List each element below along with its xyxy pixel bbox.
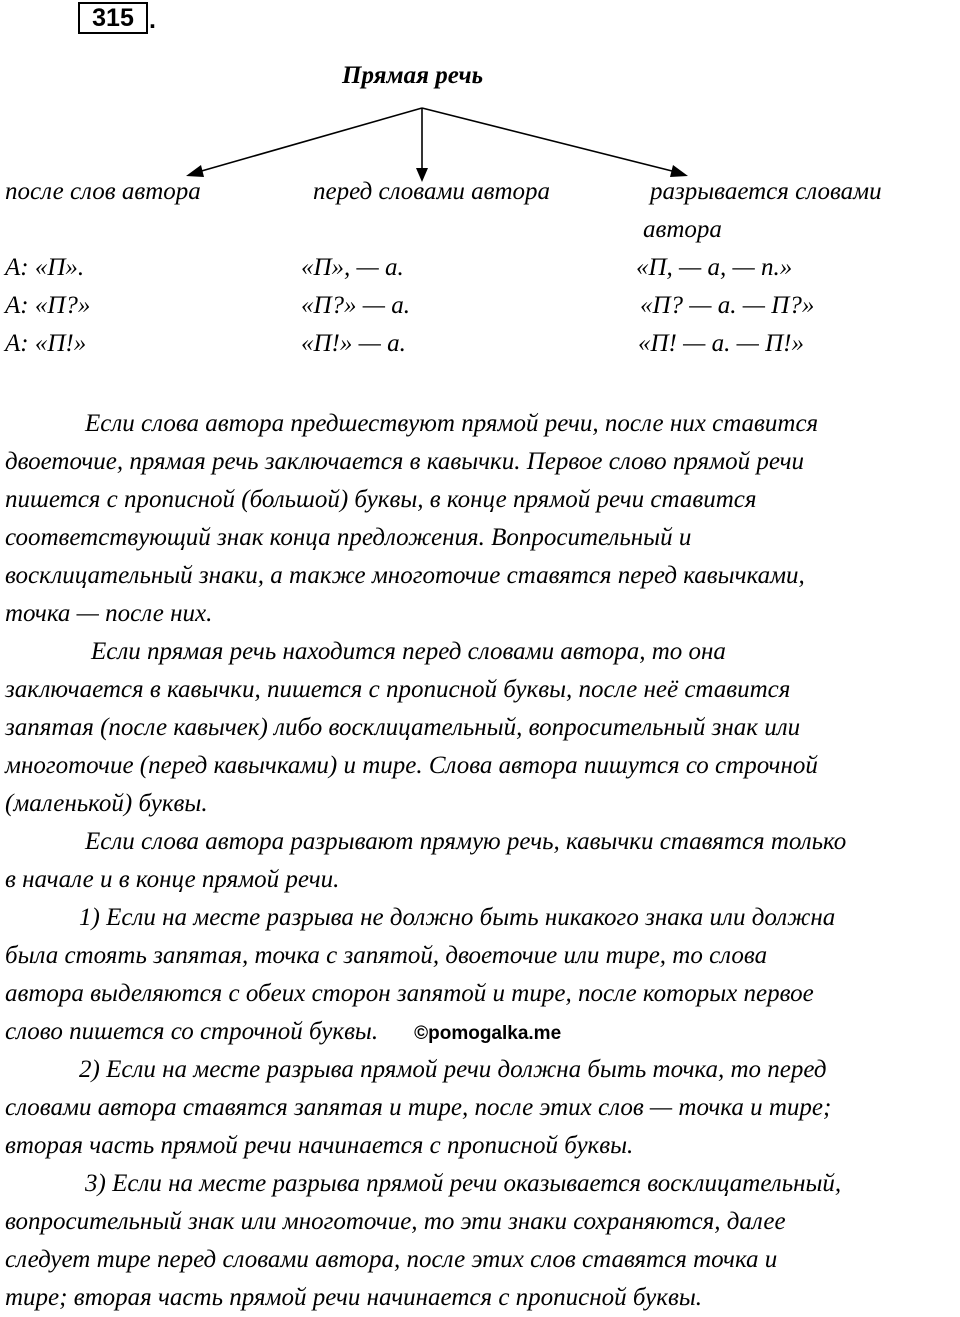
paragraph-line: следует тире перед словами автора, после этих слов ставятся точка и bbox=[5, 1246, 778, 1273]
paragraph-line: 2) Если на месте разрыва прямой речи должна быть точка, то перед bbox=[79, 1056, 827, 1083]
arrow-right bbox=[422, 108, 676, 172]
diagram-title: Прямая речь bbox=[342, 62, 484, 89]
paragraph-line: заключается в кавычки, пишется с прописной буквы, после неё ставится bbox=[5, 676, 791, 703]
watermark: ©pomogalka.me bbox=[414, 1023, 562, 1044]
column-header-split-by-author-line2: автора bbox=[643, 216, 722, 243]
paragraph-line: соответствующий знак конца предложения. Вопросительный и bbox=[5, 524, 692, 551]
scheme-after-author-1: А: «П». bbox=[5, 254, 85, 281]
paragraph-line bbox=[5, 1013, 960, 1051]
paragraph-line: 1) Если на месте разрыва не должно быть никакого знака или должна bbox=[79, 904, 836, 931]
scheme-split-3: «П! — а. — П!» bbox=[638, 330, 804, 357]
paragraph-1 bbox=[5, 405, 960, 633]
scheme-before-author-3: «П!» — а. bbox=[301, 330, 406, 357]
column-header-before-author: перед словами автора bbox=[313, 178, 551, 205]
task-number-dot: . bbox=[149, 6, 156, 34]
paragraph-line: восклицательный знаки, а также многоточие ставятся перед кавычками, bbox=[5, 562, 805, 589]
paragraph-line: словами автора ставятся запятая и тире, после этих слов — точка и тире; bbox=[5, 1094, 832, 1121]
column-header-after-author: после слов автора bbox=[5, 178, 201, 205]
paragraph-line: была стоять запятая, точка с запятой, двоеточие или тире, то слова bbox=[5, 942, 768, 969]
paragraph-3 bbox=[5, 823, 960, 899]
paragraph-line: тире; вторая часть прямой речи начинается с прописной буквы. bbox=[5, 1284, 702, 1311]
paragraph-line: пишется с прописной (большой) буквы, в конце прямой речи ставится bbox=[5, 486, 757, 513]
scheme-before-author-2: «П?» — а. bbox=[301, 292, 411, 319]
arrowhead-left bbox=[186, 165, 204, 177]
paragraph-line: двоеточие, прямая речь заключается в кавычки. Первое слово прямой речи bbox=[5, 448, 805, 475]
paragraph-line-text: слово пишется со строчной буквы. bbox=[5, 1018, 379, 1045]
paragraph-line: запятая (после кавычек) либо восклицательный, вопросительный знак или bbox=[5, 714, 801, 741]
paragraph-line: вторая часть прямой речи начинается с прописной буквы. bbox=[5, 1132, 634, 1159]
arrowhead-right bbox=[670, 165, 688, 177]
diagram-arrows bbox=[0, 0, 960, 200]
scheme-split-2: «П? — а. — П?» bbox=[640, 292, 815, 319]
paragraph-rule-2 bbox=[5, 1051, 960, 1165]
paragraph-line: Если слова автора разрывают прямую речь, кавычки ставятся только bbox=[85, 828, 847, 855]
paragraph-line: (маленькой) буквы. bbox=[5, 790, 208, 817]
paragraph-rule-3 bbox=[5, 1165, 960, 1317]
scheme-before-author-1: «П», — а. bbox=[301, 254, 404, 281]
paragraph-line: вопросительный знак или многоточие, то эти знаки сохраняются, далее bbox=[5, 1208, 786, 1235]
paragraph-line: автора выделяются с обеих сторон запятой и тире, после которых первое bbox=[5, 980, 814, 1007]
paragraph-rule-1 bbox=[5, 899, 960, 1051]
column-header-split-by-author: разрывается словами bbox=[650, 178, 882, 205]
scheme-split-1: «П, — а, — п.» bbox=[636, 254, 793, 281]
paragraph-2 bbox=[5, 633, 960, 823]
arrow-left bbox=[198, 108, 422, 172]
paragraph-line: точка — после них. bbox=[5, 600, 213, 627]
paragraph-line: в начале и в конце прямой речи. bbox=[5, 866, 340, 893]
paragraph-line: 3) Если на месте разрыва прямой речи оказывается восклицательный, bbox=[85, 1170, 842, 1197]
task-number: 315 bbox=[78, 2, 148, 34]
scheme-after-author-3: А: «П!» bbox=[5, 330, 87, 357]
scheme-after-author-2: А: «П?» bbox=[5, 292, 91, 319]
paragraph-line: многоточие (перед кавычками) и тире. Слова автора пишутся со строчной bbox=[5, 752, 818, 779]
paragraph-line: Если прямая речь находится перед словами автора, то она bbox=[91, 638, 726, 665]
paragraph-line: Если слова автора предшествуют прямой речи, после них ставится bbox=[85, 410, 819, 437]
